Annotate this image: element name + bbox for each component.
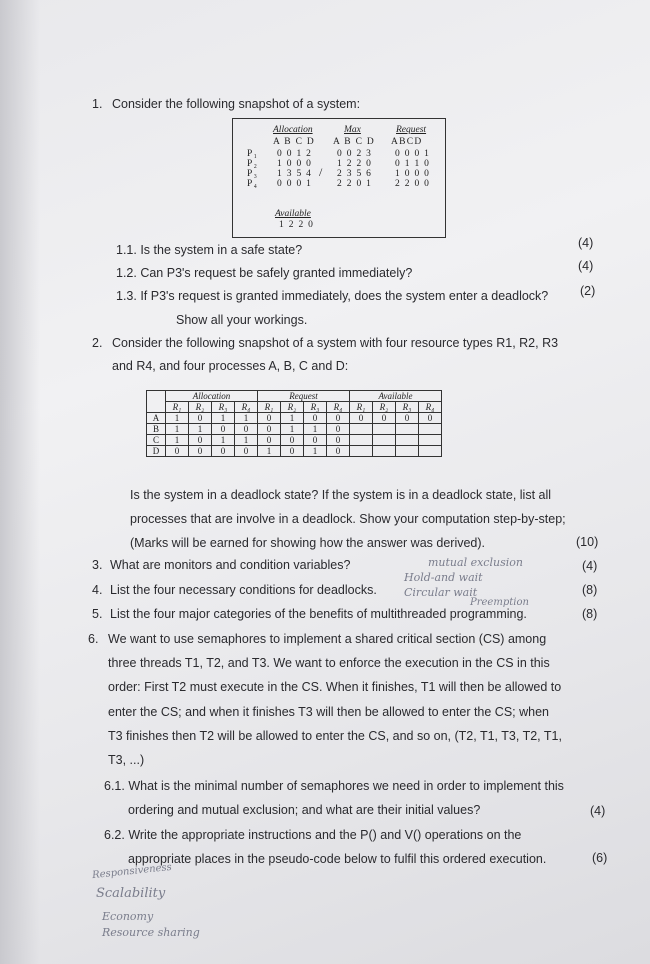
table-row [147,446,442,457]
available-group: Available [350,391,442,402]
q1-snapshot-box [232,118,446,238]
cell: 0 [189,413,212,424]
q2-line2: and R4, and four processes A, B, C and D: [112,359,349,373]
cell: 1 [281,413,304,424]
cell [396,435,419,446]
handwritten-note: Scalability [96,886,166,901]
table-row [147,413,442,424]
cell: 1 [281,424,304,435]
table-row [147,424,442,435]
cell [350,424,373,435]
cell: 0 [189,446,212,457]
allocation-header: Allocation [273,125,313,135]
handwritten-note: Circular wait [404,586,478,599]
cell: 1 [235,413,258,424]
cell [419,435,442,446]
avail-r2-header: R₂ [373,402,396,413]
q5-number: 5. [92,607,103,621]
q6-number: 6. [88,632,99,646]
q6-1-line-2: ordering and mutual exclusion; and what are their initial values? [128,803,481,817]
request-header: Request [396,125,427,135]
cell: 0 [419,413,442,424]
q6-line-3: order: First T2 must execute in the CS. When it finishes, T1 will then be allowed to [108,680,562,694]
process-cell: B [147,424,166,435]
avail-r3-header: R₃ [396,402,419,413]
q6-line-4: enter the CS; and when it finishes T3 will then be allowed to enter the CS; when [108,705,549,719]
cell [396,424,419,435]
q2-marks: (10) [576,535,599,549]
cell [350,446,373,457]
req-p1: 0 0 0 1 [395,149,431,159]
q6-line-2: three threads T1, T2, and T3. We want to enforce the execution in the CS in this [108,656,550,670]
req-r1-header: R₁ [258,402,281,413]
available-header: Available [275,209,311,219]
allocation-columns: A B C D [273,137,316,147]
q3-text: What are monitors and condition variables? [110,558,351,572]
q1-number: 1. [92,97,103,111]
alloc-r1-header: R₁ [166,402,189,413]
cell [373,435,396,446]
q2-after-2: processes that are involve in a deadlock. Show your computation step-by-step; [130,512,566,526]
max-p4: 2 2 0 1 [337,179,373,189]
avail-r1-header: R₁ [350,402,373,413]
cell: 1 [258,446,281,457]
cell [419,424,442,435]
cell: 0 [166,446,189,457]
cell [373,424,396,435]
q6-1-line-1: 6.1. What is the minimal number of semaphores we need in order to implement this [104,779,564,793]
cell: 1 [212,413,235,424]
handwritten-note: Resource sharing [102,926,200,939]
available-values: 1 2 2 0 [279,220,315,230]
q1-2-text: 1.2. Can P3's request be safely granted immediately? [116,266,413,280]
cell: 0 [281,435,304,446]
cell: 0 [304,435,327,446]
cell: 0 [327,424,350,435]
cell: 0 [258,435,281,446]
req-p2: 0 1 1 0 [395,159,431,169]
pen-slash-mark: / [319,165,324,179]
process-p4: P₄ [247,179,259,189]
handwritten-note: Preemption [470,597,529,608]
cell: 0 [327,413,350,424]
cell: 0 [258,413,281,424]
cell [373,446,396,457]
q6-line-1: We want to use semaphores to implement a shared critical section (CS) among [108,632,547,646]
q6-2-line-2: appropriate places in the pseudo-code below to fulfil this ordered execution. [128,852,547,866]
alloc-r4-header: R₄ [235,402,258,413]
cell [350,435,373,446]
q2-number: 2. [92,336,103,350]
req-r4-header: R₄ [327,402,350,413]
cell: 1 [235,435,258,446]
alloc-p1: 0 0 1 2 [277,149,313,159]
alloc-r2-header: R₂ [189,402,212,413]
request-group: Request [258,391,350,402]
cell: 0 [373,413,396,424]
allocation-group: Allocation [166,391,258,402]
cell: 0 [212,424,235,435]
cell: 0 [281,446,304,457]
handwritten-note: Hold-and wait [404,571,483,584]
cell: 1 [166,424,189,435]
alloc-r3-header: R₃ [212,402,235,413]
q1-2-marks: (4) [578,259,594,273]
avail-r4-header: R₄ [419,402,442,413]
q6-2-marks: (6) [592,851,608,865]
cell: 1 [304,446,327,457]
alloc-p3: 1 3 5 4 [277,169,313,179]
q6-1-marks: (4) [590,804,606,818]
process-cell: D [147,446,166,457]
process-cell: C [147,435,166,446]
page-shadow [0,0,40,964]
cell: 0 [327,446,350,457]
alloc-p2: 1 0 0 0 [277,159,313,169]
cell [396,446,419,457]
max-columns: A B C D [333,137,376,147]
corner-cell [147,391,166,413]
q1-1-text: 1.1. Is the system in a safe state? [116,243,303,257]
cell: 0 [304,413,327,424]
q1-3-text: 1.3. If P3's request is granted immediately, does the system enter a deadlock? [116,289,549,303]
process-cell: A [147,413,166,424]
q2-resource-table [146,390,442,457]
cell: 0 [258,424,281,435]
cell: 0 [396,413,419,424]
q2-after-1: Is the system in a deadlock state? If the system is in a deadlock state, list all [130,488,552,502]
handwritten-note: Economy [102,910,154,923]
max-p3: 2 3 5 6 [337,169,373,179]
q3-marks: (4) [582,559,598,573]
handwritten-note: mutual exclusion [428,556,523,569]
cell: 1 [166,435,189,446]
cell: 0 [235,446,258,457]
handwritten-note: Responsiveness [91,861,173,882]
q6-line-5: T3 finishes then T2 will be allowed to enter the CS, and so on, (T2, T1, T3, T2, T1, [108,729,562,743]
cell: 1 [166,413,189,424]
alloc-p4: 0 0 0 1 [277,179,313,189]
max-p2: 1 2 2 0 [337,159,373,169]
req-p3: 1 0 0 0 [395,169,431,179]
q5-text: List the four major categories of the benefits of multithreaded programming. [110,607,527,621]
q2-after-3: (Marks will be earned for showing how the answer was derived). [130,536,486,550]
req-p4: 2 2 0 0 [395,179,431,189]
req-r3-header: R₃ [304,402,327,413]
q1-stem: Consider the following snapshot of a system: [112,97,361,111]
q5-marks: (8) [582,607,598,621]
cell: 0 [212,446,235,457]
max-header: Max [344,125,361,135]
cell: 1 [304,424,327,435]
request-columns: ABCD [391,137,423,147]
q4-marks: (8) [582,583,598,597]
cell: 1 [189,424,212,435]
q4-number: 4. [92,583,103,597]
q3-number: 3. [92,558,103,572]
cell: 0 [350,413,373,424]
cell: 1 [212,435,235,446]
cell: 0 [235,424,258,435]
q6-line-6: T3, ...) [108,753,145,767]
process-p1: P₁ [247,149,259,159]
cell [419,446,442,457]
q2-line1: Consider the following snapshot of a system with four resource types R1, R2, R3 [112,336,559,350]
q1-1-marks: (4) [578,236,594,250]
q1-3-marks: (2) [580,284,596,298]
process-p2: P₂ [247,159,259,169]
q1-show-work: Show all your workings. [176,313,308,327]
table-row [147,435,442,446]
cell: 0 [189,435,212,446]
process-p3: P₃ [247,169,259,179]
q6-2-line-1: 6.2. Write the appropriate instructions and the P() and V() operations on the [104,828,522,842]
q4-text: List the four necessary conditions for deadlocks. [110,583,377,597]
cell: 0 [327,435,350,446]
req-r2-header: R₂ [281,402,304,413]
max-p1: 0 0 2 3 [337,149,373,159]
